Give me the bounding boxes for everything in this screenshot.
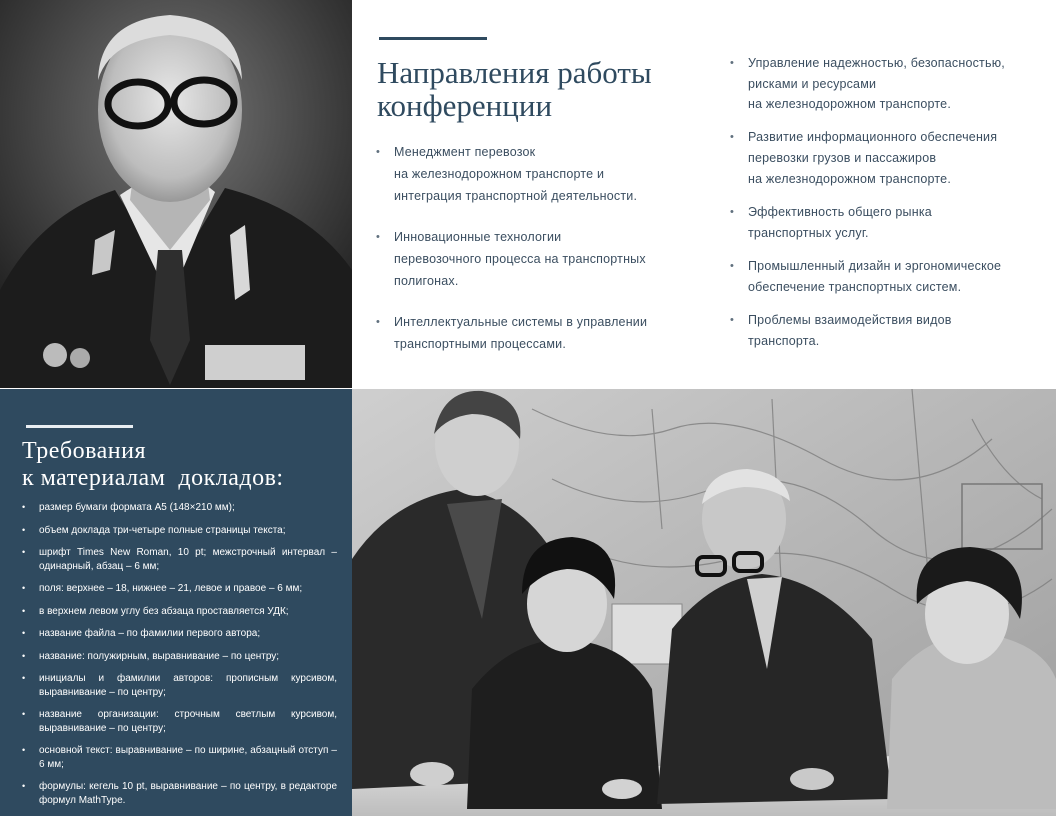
list-item: • размер бумаги формата А5 (148×210 мм); (22, 501, 337, 515)
list-item: • Менеджмент перевозок на железнодорожном транспорте и интеграция транспортной деятельности. (376, 141, 706, 207)
requirements-title (22, 438, 284, 492)
list-item: • название: полужирным, выравнивание – по центру; (22, 650, 337, 664)
list-item: • название организации: строчным светлым курсивом, выравнивание – по центру; (22, 708, 337, 735)
list-item: • Проблемы взаимодействия видов транспорта. (730, 310, 1050, 352)
directions-title (377, 56, 652, 122)
requirements-list (22, 501, 337, 816)
list-item: • Развитие информационного обеспечения перевозки грузов и пассажиров на железнодорожном транспорте. (730, 127, 1050, 190)
list-item: • в верхнем левом углу без абзаца проставляется УДК; (22, 605, 337, 619)
list-item: • поля: верхнее – 18, нижнее – 21, левое и правое – 6 мм; (22, 582, 337, 596)
list-item: • Интеллектуальные системы в управлении транспортными процессами. (376, 311, 706, 355)
list-item: • основной текст: выравнивание – по ширине, абзацный отступ – 6 мм; (22, 744, 337, 771)
conference-directions-section (352, 0, 1056, 389)
list-item: • шрифт Times New Roman, 10 pt; межстрочный интервал – одинарный, абзац – 6 мм; (22, 546, 337, 573)
list-item: • Промышленный дизайн и эргономическое обеспечение транспортных систем. (730, 256, 1050, 298)
portrait-photo (0, 0, 352, 388)
heading-rule (379, 37, 487, 40)
directions-title-line-2: конференции (377, 88, 553, 123)
list-item: • объем доклада три-четыре полные страницы текста; (22, 524, 337, 538)
directions-list-left (376, 141, 706, 355)
requirements-title-line-1: Требования (22, 438, 147, 464)
heading-rule (26, 425, 133, 428)
list-item: • Управление надежностью, безопасностью, рисками и ресурсами на железнодорожном транспорте. (730, 53, 1050, 115)
list-item: • Эффективность общего рынка транспортных услуг. (730, 202, 1050, 244)
requirements-title-line-2: к материалам докладов: (22, 465, 284, 491)
list-item: • инициалы и фамилии авторов: прописным курсивом, выравнивание – по центру; (22, 672, 337, 699)
paper-requirements-section (0, 389, 352, 816)
list-item: • формулы: кегель 10 pt, выравнивание – по центру, в редакторе формул MathType. (22, 780, 337, 807)
list-item: • Инновационные технологии перевозочного процесса на транспортных полигонах. (376, 226, 706, 292)
directions-title-line-1: Направления работы (377, 55, 652, 90)
group-photo (352, 389, 1056, 816)
directions-list-right (730, 53, 1050, 352)
list-item: • название файла – по фамилии первого автора; (22, 627, 337, 641)
